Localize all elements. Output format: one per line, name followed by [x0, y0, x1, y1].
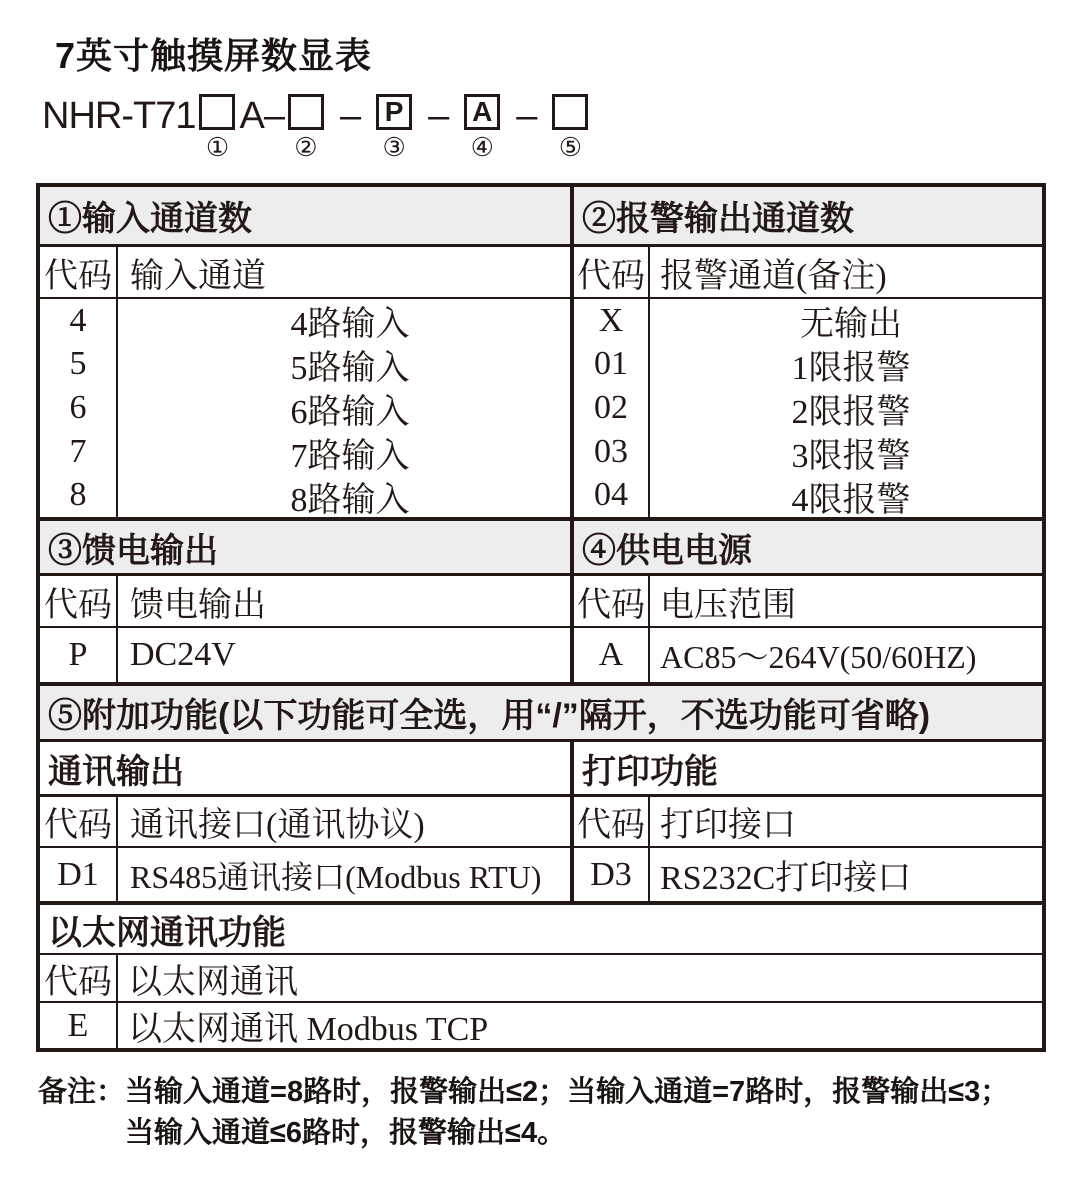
section5-header: ⑤附加功能(以下功能可全选，用“/”隔开，不选功能可省略)	[40, 686, 1042, 739]
model-segment-2	[288, 94, 324, 161]
code-value: X	[598, 301, 624, 339]
footnote-line-2: 当输入通道≤6路时，报警输出≤4。	[125, 1117, 567, 1149]
model-segment-4	[464, 94, 500, 161]
ethernet-header: 以太网通讯功能	[48, 913, 286, 952]
section4-header: ④供电电源	[574, 521, 1042, 573]
footnote-line-1: 当输入通道=8路时，报警输出≤2；当输入通道=7路时，报警输出≤3；	[125, 1076, 1010, 1108]
print-function-code: D3	[574, 848, 650, 901]
code-value: 7	[69, 432, 87, 470]
feed-output-label: DC24V	[118, 628, 574, 682]
code-box-1	[199, 94, 235, 130]
section2-value-header: 报警通道(备注)	[660, 257, 887, 295]
section-header-row-5	[40, 682, 1042, 739]
option-label: 7路输入	[290, 437, 410, 475]
power-supply-label: AC85～264V(50/60HZ)	[660, 639, 977, 675]
marker-5: ⑤	[558, 133, 583, 162]
column-header-row-1-2	[40, 244, 1042, 297]
comm-output-code: D1	[40, 848, 118, 901]
code-box-5	[552, 94, 588, 130]
option-list-row-1-2	[40, 297, 1042, 517]
option-row-comm-print	[40, 846, 1042, 901]
option-label: 3限报警	[791, 437, 911, 475]
model-prefix: NHR-T71	[42, 95, 196, 137]
marker-2: ②	[294, 133, 318, 162]
code-box-3: P	[376, 94, 412, 130]
model-code-diagram	[42, 94, 592, 161]
marker-3: ③	[382, 133, 406, 162]
comm-code-header: 代码	[40, 797, 118, 846]
section-header-row-3-4	[40, 517, 1042, 573]
ethernet-code-header: 代码	[40, 955, 118, 1001]
footnote	[38, 1072, 1009, 1154]
model-segment-3	[376, 94, 412, 161]
code-value: 01	[594, 345, 628, 383]
ethernet-label: 以太网通讯 Modbus TCP	[128, 1011, 489, 1048]
section-header-row-1-2	[40, 187, 1042, 244]
code-value: 4	[69, 301, 87, 339]
code-value: 8	[69, 476, 87, 514]
section4-value-header: 电压范围	[660, 586, 796, 624]
ethernet-option-row	[40, 1001, 1042, 1048]
code-box-2	[288, 94, 324, 130]
input-channel-codes	[40, 299, 118, 517]
option-row-3-4	[40, 626, 1042, 682]
page-title: 7英寸触摸屏数显表	[55, 35, 373, 76]
option-label: 4路输入	[290, 305, 410, 343]
subsection-header-row	[40, 739, 1042, 794]
comm-output-header: 通讯输出	[40, 742, 574, 794]
section3-value-header: 馈电输出	[118, 576, 574, 626]
ethernet-column-header-row	[40, 953, 1042, 1001]
code-value: 6	[69, 389, 87, 426]
ethernet-header-row	[40, 901, 1042, 953]
code-value: 04	[594, 476, 628, 514]
code-value: 03	[594, 432, 628, 470]
option-label: 无输出	[800, 305, 902, 343]
model-infix: A–	[239, 95, 284, 137]
option-label: 6路输入	[290, 393, 410, 431]
ordering-table	[36, 183, 1046, 1052]
section1-code-header: 代码	[40, 247, 118, 297]
power-supply-code: A	[574, 628, 650, 682]
section2-code-header: 代码	[574, 247, 650, 297]
alarm-output-labels	[650, 299, 1042, 517]
section1-value-header: 输入通道	[118, 247, 574, 297]
feed-output-code: P	[40, 628, 118, 682]
section2-header: ②报警输出通道数	[574, 187, 1042, 244]
marker-1: ①	[205, 133, 230, 162]
dash-separator: –	[516, 95, 537, 137]
print-function-label: RS232C打印接口	[660, 860, 912, 897]
option-label: 8路输入	[290, 481, 410, 517]
option-label: 1限报警	[791, 349, 911, 387]
section1-header: ①输入通道数	[40, 187, 574, 244]
comm-output-label: RS485通讯接口(Modbus RTU)	[118, 848, 574, 901]
dash-separator: –	[339, 95, 361, 137]
code-value: 02	[594, 389, 628, 426]
model-segment-1	[199, 94, 235, 161]
column-header-row-3-4	[40, 573, 1042, 626]
print-value-header: 打印接口	[660, 807, 796, 844]
marker-4: ④	[470, 133, 494, 162]
dash-separator: –	[428, 95, 449, 137]
comm-value-header: 通讯接口(通讯协议)	[118, 797, 574, 846]
section3-header: ③馈电输出	[40, 521, 574, 573]
section3-code-header: 代码	[40, 576, 118, 626]
ethernet-code: E	[40, 1003, 118, 1048]
option-label: 2限报警	[791, 393, 911, 431]
option-label: 4限报警	[791, 481, 911, 517]
ethernet-value-header: 以太网通讯	[128, 963, 298, 1001]
option-label: 5路输入	[290, 349, 410, 387]
print-code-header: 代码	[574, 797, 650, 846]
model-segment-5	[552, 94, 588, 161]
print-function-header: 打印功能	[582, 752, 718, 791]
input-channel-labels	[118, 299, 574, 517]
code-box-4: A	[464, 94, 500, 130]
column-header-row-comm-print	[40, 794, 1042, 846]
footnote-label: 备注：	[38, 1076, 126, 1108]
alarm-output-codes	[574, 299, 650, 517]
code-value: 5	[69, 345, 87, 383]
footnote-text	[125, 1072, 1009, 1154]
section4-code-header: 代码	[574, 576, 650, 626]
